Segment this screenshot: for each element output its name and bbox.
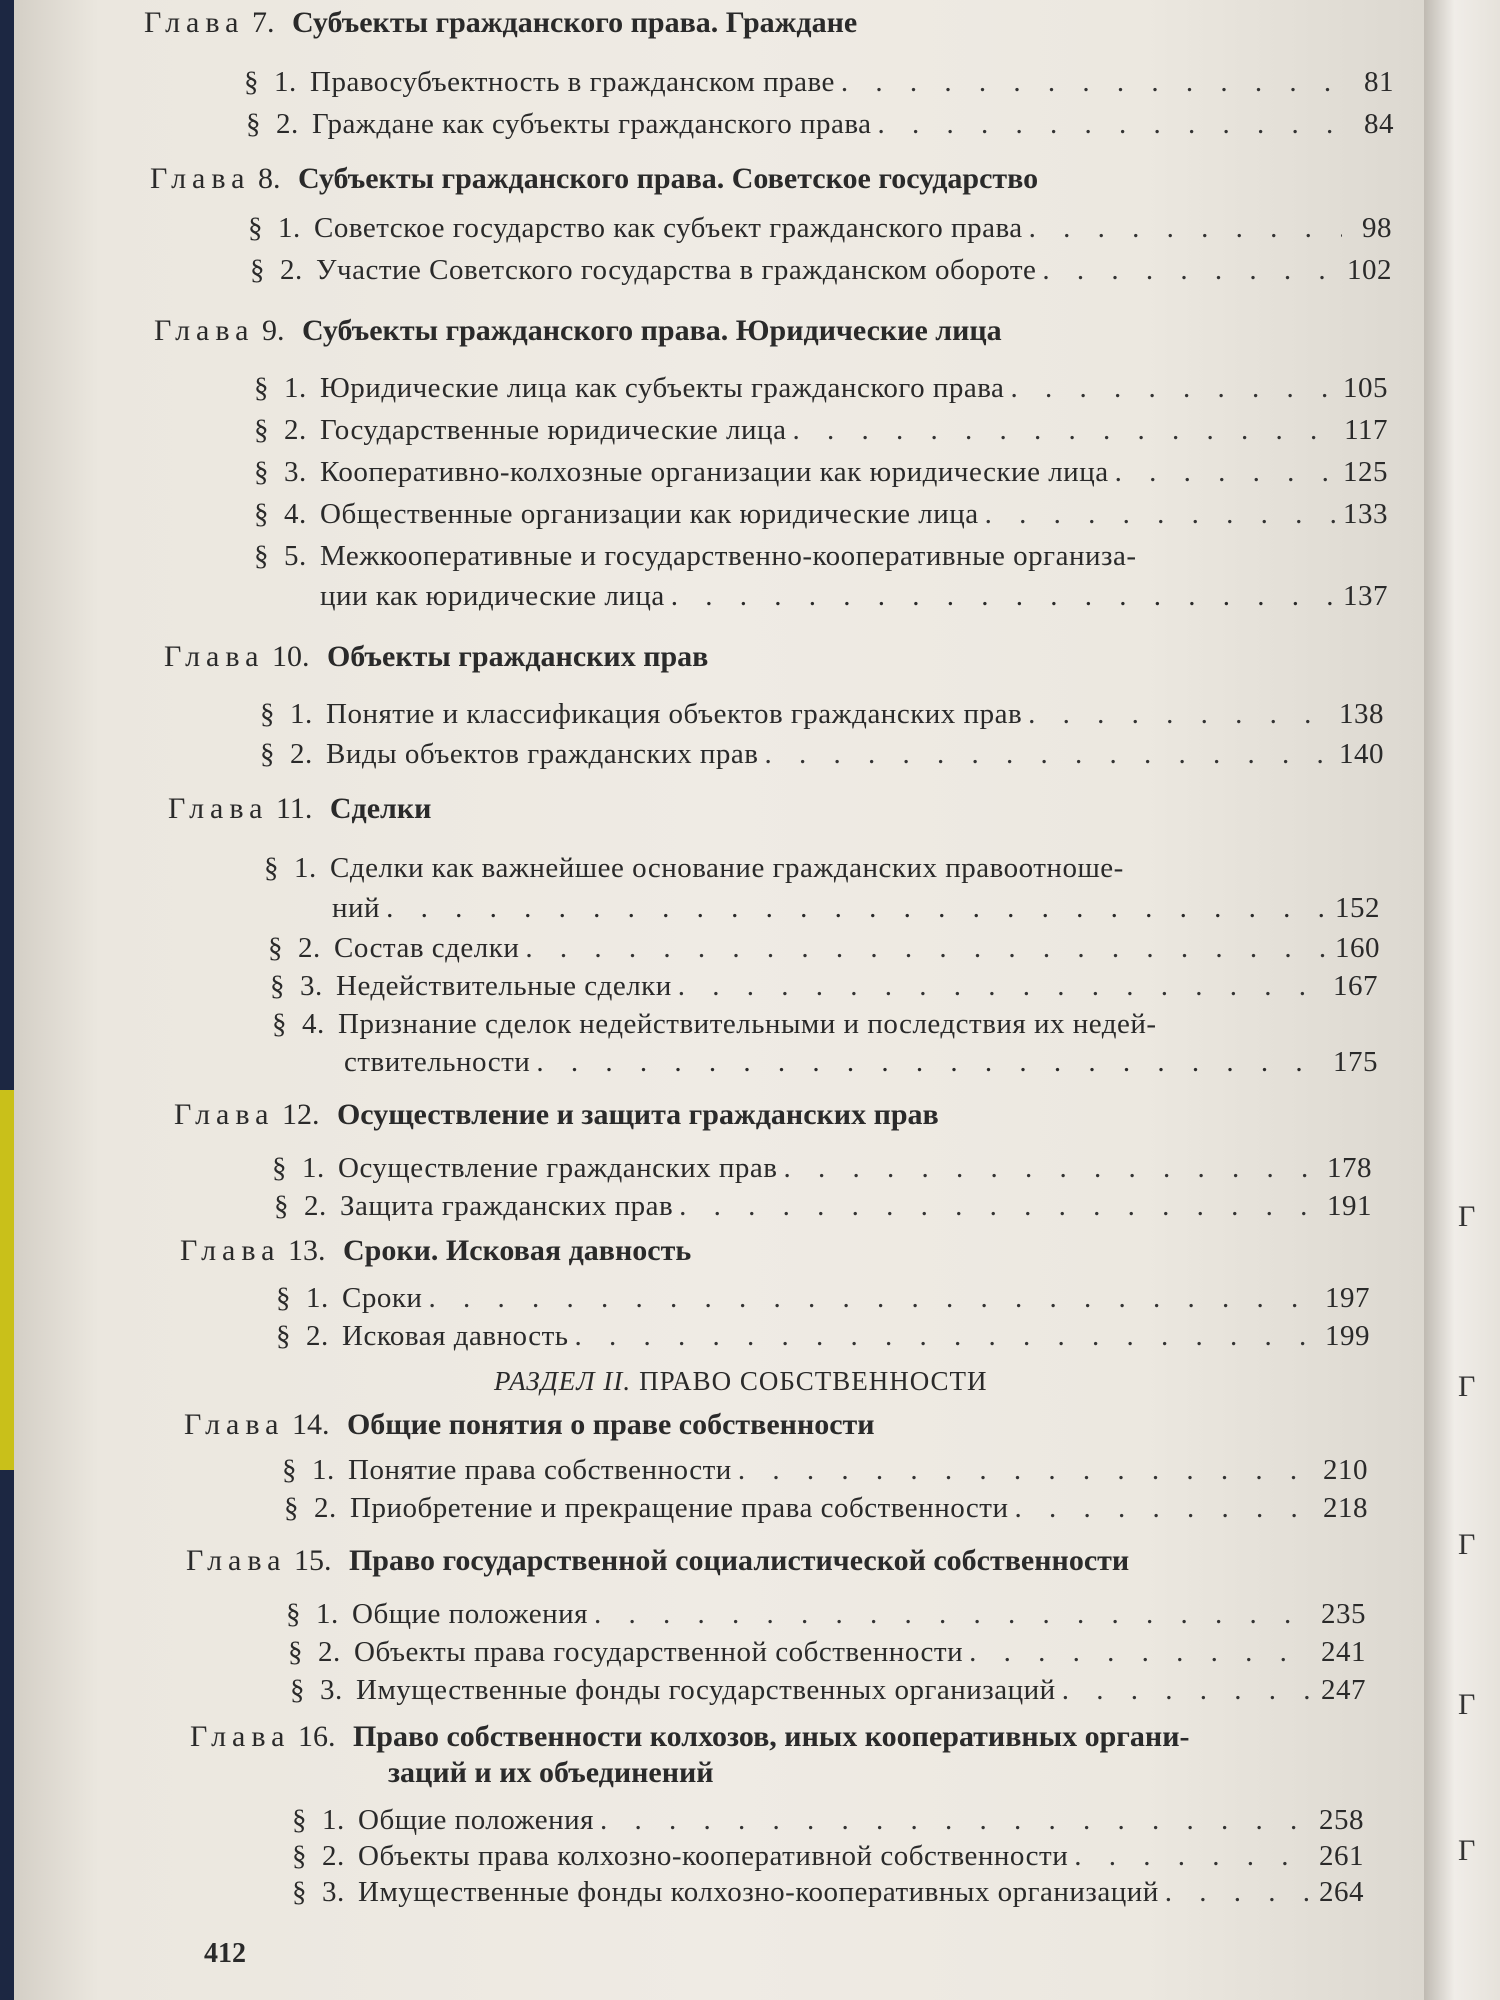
toc-entry[interactable]: § 3. Имущественные фонды государственных организаций . . . 247 <box>290 1674 1366 1707</box>
toc-entry[interactable]: § 3. Кооперативно-колхозные организации как юридические лица . . . 125 <box>254 456 1388 489</box>
page-ref: 178 <box>1327 1152 1372 1184</box>
chapter-heading: Глава 7. Субъекты гражданского права. Граждане <box>144 6 858 39</box>
page-ref: 98 <box>1362 212 1392 244</box>
page-ref: 102 <box>1347 254 1392 286</box>
page-ref: 241 <box>1321 1636 1366 1668</box>
toc-entry[interactable]: § 4. Общественные организации как юридические лица . . . 133 <box>254 498 1388 531</box>
chapter-heading: Глава 8. Субъекты гражданского права. Советское государство <box>150 162 1039 195</box>
toc-entry[interactable]: § 2. Государственные юридические лица . . . 117 <box>254 414 1388 447</box>
toc-entry[interactable]: § 5. Межкооперативные и государственно-кооперативные организа- <box>254 540 1137 572</box>
toc-entry[interactable]: § 2. Приобретение и прекращение права собственности . . . 218 <box>284 1492 1368 1525</box>
page-ref: 84 <box>1364 108 1394 140</box>
chapter-heading: Глава 13. Сроки. Исковая давность <box>180 1234 692 1267</box>
page-ref: 199 <box>1325 1320 1370 1352</box>
toc-entry[interactable]: § 1. Сделки как важнейшее основание гражданских правоотноше- <box>264 852 1124 884</box>
chapter-heading: Глава 10. Объекты гражданских прав <box>164 640 709 673</box>
page-number: 412 <box>204 1938 246 1969</box>
chapter-title: Сроки. Исковая давность <box>342 1234 692 1267</box>
table-of-contents <box>14 0 1424 2000</box>
chapter-label: Глава <box>144 6 245 39</box>
chapter-title: Субъекты гражданского права. Юридические лица <box>301 314 1002 347</box>
chapter-heading: Глава 11. Сделки <box>168 792 432 825</box>
chapter-title: Субъекты гражданского права. Советское государство <box>297 162 1039 195</box>
toc-entry[interactable]: § 1. Понятие права собственности . . . 210 <box>282 1454 1368 1487</box>
page-ref: 160 <box>1335 932 1380 964</box>
book-page <box>14 0 1424 2000</box>
toc-entry[interactable]: § 2. Состав сделки . . . 160 <box>268 932 1380 965</box>
toc-entry[interactable]: § 1. Советское государство как субъект гражданского права . . . 98 <box>248 212 1392 245</box>
chapter-title: Общие понятия о праве собственности <box>346 1408 875 1441</box>
page-ref: 81 <box>1364 66 1394 98</box>
chapter-heading: Глава 9. Субъекты гражданского права. Юридические лица <box>154 314 1002 347</box>
toc-entry[interactable]: § 2. Виды объектов гражданских прав . . . 140 <box>260 738 1384 771</box>
toc-entry[interactable]: § 3. Имущественные фонды колхозно-кооперативных организаций . . . 264 <box>292 1876 1364 1909</box>
toc-entry[interactable]: § 2. Граждане как субъекты гражданского права . . . 84 <box>246 108 1394 141</box>
toc-entry[interactable]: § 1. Понятие и классификация объектов гражданских прав . . . 138 <box>260 698 1384 731</box>
chapter-title: Право собственности колхозов, иных кооперативных органи- <box>352 1720 1190 1753</box>
page-ref: 152 <box>1335 892 1380 924</box>
chapter-title-continuation: заций и их объединений <box>388 1756 714 1789</box>
chapter-title: Объекты гражданских прав <box>326 640 709 673</box>
chapter-heading: Глава 15. Право государственной социалистической собственности <box>186 1544 1130 1577</box>
next-page-edge: Г Г Г Г Г <box>1424 0 1500 2000</box>
chapter-title: Право государственной социалистической собственности <box>348 1544 1130 1577</box>
toc-entry-continuation: ний . . . 152 <box>332 892 1380 925</box>
toc-entry[interactable]: § 1. Сроки . . . 197 <box>276 1282 1370 1315</box>
toc-entry[interactable]: § 2. Объекты права государственной собственности . . . 241 <box>288 1636 1366 1669</box>
page-ref: 264 <box>1319 1876 1364 1908</box>
chapter-title: Сделки <box>329 792 432 825</box>
toc-entry[interactable]: § 4. Признание сделок недействительными и последствия их недей- <box>272 1008 1157 1040</box>
chapter-heading: Глава 16. Право собственности колхозов, иных кооперативных органи- <box>190 1720 1190 1753</box>
page-ref: 125 <box>1343 456 1388 488</box>
page-ref: 140 <box>1339 738 1384 770</box>
chapter-heading: Глава 12. Осуществление и защита гражданских прав <box>174 1098 939 1131</box>
chapter-heading: Глава 14. Общие понятия о праве собственности <box>184 1408 875 1441</box>
toc-entry[interactable]: § 1. Правосубъектность в гражданском праве . . . 81 <box>244 66 1394 99</box>
page-ref: 235 <box>1321 1598 1366 1630</box>
book-edge-sticker <box>0 1090 14 1470</box>
page-ref: 191 <box>1327 1190 1372 1222</box>
page-ref: 247 <box>1321 1674 1366 1706</box>
page-ref: 137 <box>1343 580 1388 612</box>
page-ref: 218 <box>1323 1492 1368 1524</box>
toc-entry[interactable]: § 1. Юридические лица как субъекты гражданского права . . . 105 <box>254 372 1388 405</box>
chapter-title: Субъекты гражданского права. Граждане <box>291 6 858 39</box>
toc-entry[interactable]: § 1. Осуществление гражданских прав . . . 178 <box>272 1152 1372 1185</box>
page-ref: 117 <box>1344 414 1388 446</box>
page-ref: 167 <box>1333 970 1378 1002</box>
page-ref: 197 <box>1325 1282 1370 1314</box>
page-ref: 133 <box>1343 498 1388 530</box>
toc-entry[interactable]: § 2. Защита гражданских прав . . . 191 <box>274 1190 1372 1223</box>
toc-entry[interactable]: § 3. Недействительные сделки . . . 167 <box>270 970 1378 1003</box>
page-ref: 175 <box>1333 1046 1378 1078</box>
toc-entry[interactable]: § 2. Исковая давность . . . 199 <box>276 1320 1370 1353</box>
page-ref: 261 <box>1319 1840 1364 1872</box>
toc-entry-continuation: ции как юридические лица . . . 137 <box>320 580 1388 613</box>
chapter-title: Осуществление и защита гражданских прав <box>336 1098 939 1131</box>
toc-entry[interactable]: § 1. Общие положения . . . 235 <box>286 1598 1366 1631</box>
page-ref: 258 <box>1319 1804 1364 1836</box>
page-ref: 210 <box>1323 1454 1368 1486</box>
toc-entry[interactable]: § 2. Объекты права колхозно-кооперативной собственности . . . 261 <box>292 1840 1364 1873</box>
toc-entry[interactable]: § 1. Общие положения . . . 258 <box>292 1804 1364 1837</box>
toc-entry-continuation: ствительности . . . 175 <box>344 1046 1378 1079</box>
page-ref: 105 <box>1343 372 1388 404</box>
section-heading: РАЗДЕЛ II. ПРАВО СОБСТВЕННОСТИ <box>494 1366 988 1396</box>
page-ref: 138 <box>1339 698 1384 730</box>
toc-entry[interactable]: § 2. Участие Советского государства в гражданском обороте . . . 102 <box>250 254 1392 287</box>
